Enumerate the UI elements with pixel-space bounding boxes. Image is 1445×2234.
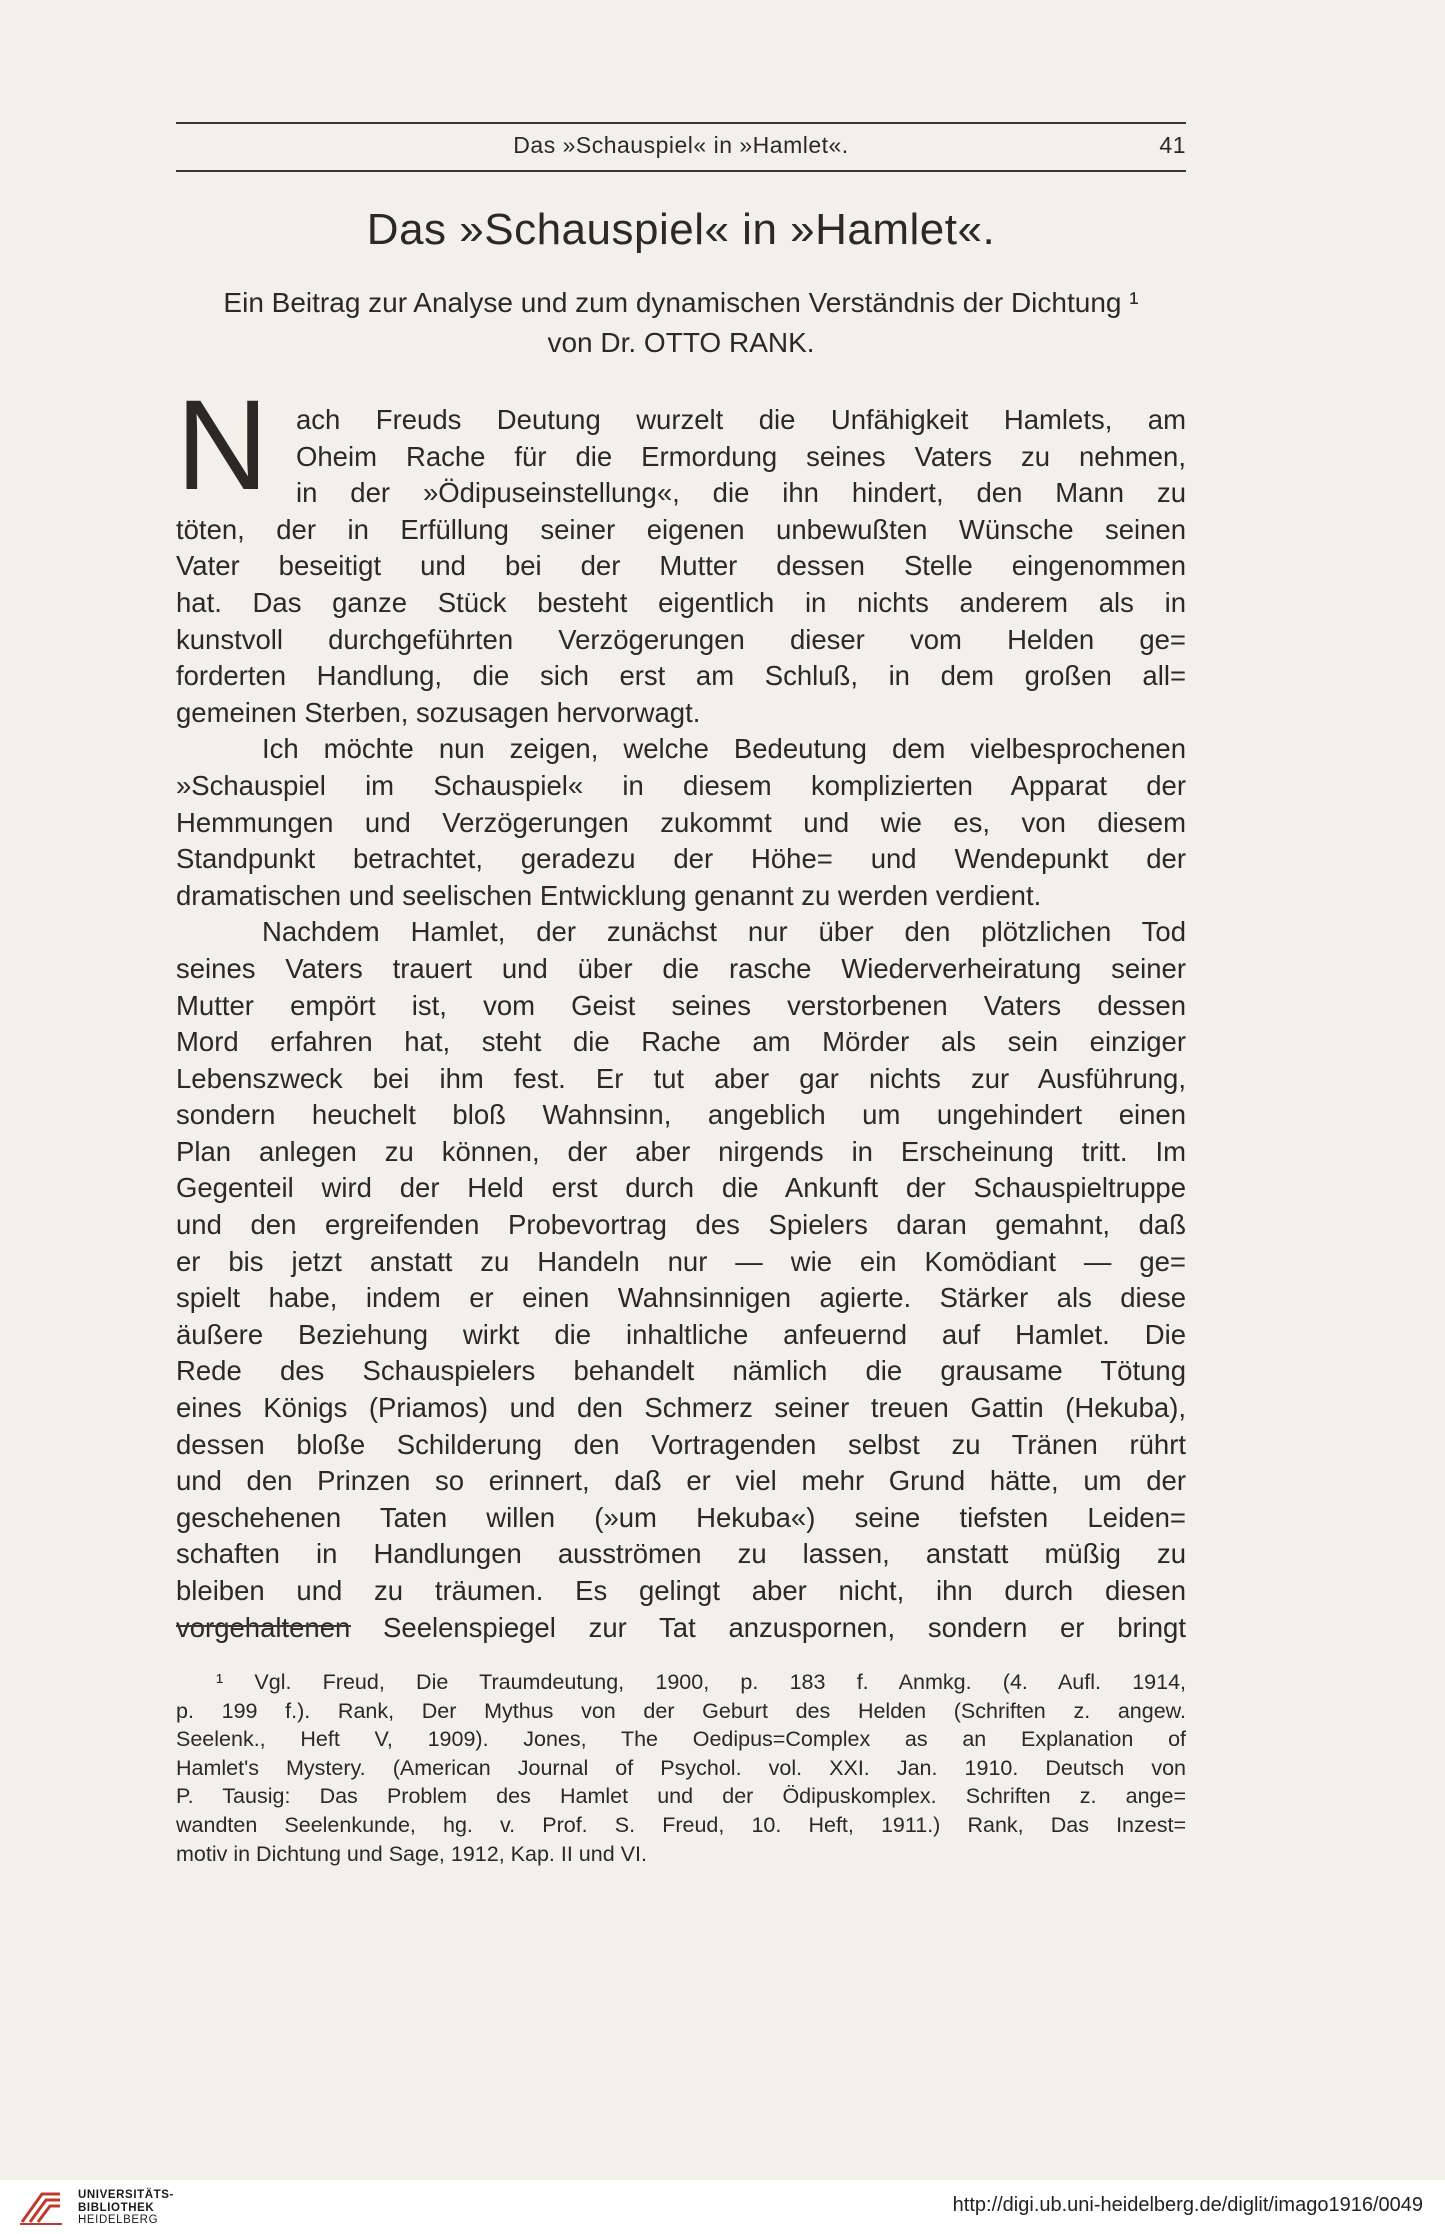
body-line: Oheim Rache für die Ermordung seines Vaters zu nehmen, — [296, 440, 1186, 472]
footnote-line: Seelenk., Heft V, 1909). Jones, The Oedipus=Complex as an Explanation of — [176, 1727, 1186, 1752]
library-name — [78, 2189, 174, 2227]
body-line: in der »Ödipuseinstellung«, die ihn hindert, den Mann zu — [296, 477, 1186, 509]
body-line: Plan anlegen zu können, der aber nirgends in Erscheinung tritt. Im — [176, 1135, 1186, 1167]
body-line: äußere Beziehung wirkt die inhaltliche anfeuernd auf Hamlet. Die — [176, 1318, 1186, 1350]
body-line: Ich möchte nun zeigen, welche Bedeutung dem vielbesprochenen — [262, 733, 1186, 765]
library-name-line-3: HEIDELBERG — [78, 2214, 159, 2226]
body-line: seines Vaters trauert und über die rasche Wiederverheiratung seiner — [176, 952, 1186, 984]
article-title: Das »Schauspiel« in »Hamlet«. — [366, 205, 996, 254]
digitization-footer — [0, 2180, 1445, 2234]
footnote-line: motiv in Dichtung und Sage, 1912, Kap. II und VI. — [176, 1841, 647, 1866]
footnote-rule — [176, 1625, 351, 1627]
body-line: eines Königs (Priamos) und den Schmerz seiner treuen Gattin (Hekuba), — [176, 1392, 1186, 1424]
library-name-line-1: UNIVERSITÄTS- — [78, 2189, 174, 2201]
drop-cap: N — [176, 374, 269, 517]
body-line: Standpunkt betrachtet, geradezu der Höhe= und Wendepunkt der — [176, 843, 1186, 875]
library-logo-icon — [16, 2188, 66, 2228]
article-subtitle: Ein Beitrag zur Analyse und zum dynamischen Verständnis der Dichtung ¹ — [223, 287, 1139, 318]
footnote-line: ¹ Vgl. Freud, Die Traumdeutung, 1900, p. 183 f. Anmkg. (4. Aufl. 1914, — [216, 1670, 1186, 1694]
body-line: schaften in Handlungen ausströmen zu lassen, anstatt müßig zu — [176, 1538, 1186, 1570]
library-name-line-2: BIBLIOTHEK — [78, 2201, 155, 2214]
body-line: dessen bloße Schilderung den Vortragenden selbst zu Tränen rührt — [176, 1428, 1186, 1460]
body-line: hat. Das ganze Stück besteht eigentlich in nichts anderem als in — [176, 586, 1186, 618]
body-line: Lebenszweck bei ihm fest. Er tut aber gar nichts zur Ausführung, — [176, 1062, 1186, 1094]
body-line: vorgehaltenen Seelenspiegel zur Tat anzuspornen, sondern er bringt — [176, 1611, 1186, 1643]
running-head-title: Das »Schauspiel« in »Hamlet«. — [513, 132, 849, 158]
body-line: Mutter empört ist, vom Geist seines verstorbenen Vaters dessen — [176, 989, 1186, 1021]
body-line: kunstvoll durchgeführten Verzögerungen dieser vom Helden ge= — [176, 623, 1186, 655]
header-bottom-rule — [176, 170, 1186, 172]
body-line: Vater beseitigt und bei der Mutter dessen Stelle eingenommen — [176, 550, 1186, 582]
body-line: geschehenen Taten willen (»um Hekuba«) seine tiefsten Leiden= — [176, 1501, 1186, 1533]
body-line: sondern heuchelt bloß Wahnsinn, angeblich um ungehindert einen — [176, 1099, 1186, 1131]
article-author: von Dr. OTTO RANK. — [547, 327, 815, 358]
body-line: spielt habe, indem er einen Wahnsinnigen agierte. Stärker als diese — [176, 1282, 1186, 1314]
footnote-line: Hamlet's Mystery. (American Journal of Psychol. vol. XXI. Jan. 1910. Deutsch von — [176, 1755, 1186, 1780]
source-url-link[interactable]: http://digi.ub.uni-heidelberg.de/diglit/imago1916/0049 — [952, 2194, 1423, 2216]
footnote-line: wandten Seelenkunde, hg. v. Prof. S. Freud, 10. Heft, 1911.) Rank, Das Inzest= — [176, 1812, 1186, 1837]
body-line: »Schauspiel im Schauspiel« in diesem komplizierten Apparat der — [176, 769, 1186, 801]
body-line: bleiben und zu träumen. Es gelingt aber nicht, ihn durch diesen — [176, 1575, 1186, 1606]
body-line: Hemmungen und Verzögerungen zukommt und wie es, von diesem — [176, 806, 1186, 838]
body-line: er bis jetzt anstatt zu Handeln nur — wie ein Komödiant — ge= — [176, 1245, 1186, 1277]
body-line: und den ergreifenden Probevortrag des Spielers daran gemahnt, daß — [176, 1209, 1186, 1241]
footnote-line: P. Tausig: Das Problem des Hamlet und der Ödipuskomplex. Schriften z. ange= — [176, 1784, 1186, 1809]
page-number: 41 — [1159, 132, 1186, 158]
footnotes — [176, 1668, 1186, 1868]
body-line: Gegenteil wird der Held erst durch die Ankunft der Schauspieltruppe — [176, 1172, 1186, 1204]
body-line: und den Prinzen so erinnert, daß er viel mehr Grund hätte, um der — [176, 1465, 1186, 1497]
body-line: Nachdem Hamlet, der zunächst nur über den plötzlichen Tod — [262, 916, 1186, 948]
body-line: dramatischen und seelischen Entwicklung genannt zu werden verdient. — [176, 879, 1042, 911]
body-line: Mord erfahren hat, steht die Rache am Mörder als sein einziger — [176, 1026, 1186, 1058]
body-line: töten, der in Erfüllung seiner eigenen unbewußten Wünsche seinen — [176, 513, 1186, 545]
body-line: forderten Handlung, die sich erst am Schluß, in dem großen all= — [176, 660, 1186, 692]
body-line: gemeinen Sterben, sozusagen hervorwagt. — [176, 696, 701, 728]
header-top-rule — [176, 122, 1186, 124]
running-head — [176, 128, 1186, 168]
body-line: ach Freuds Deutung wurzelt die Unfähigkeit Hamlets, am — [296, 404, 1186, 435]
article-body — [176, 402, 1186, 1646]
footnote-line: p. 199 f.). Rank, Der Mythus von der Geburt des Helden (Schriften z. angew. — [176, 1698, 1186, 1723]
body-line: Rede des Schauspielers behandelt nämlich die grausame Tötung — [176, 1355, 1186, 1387]
